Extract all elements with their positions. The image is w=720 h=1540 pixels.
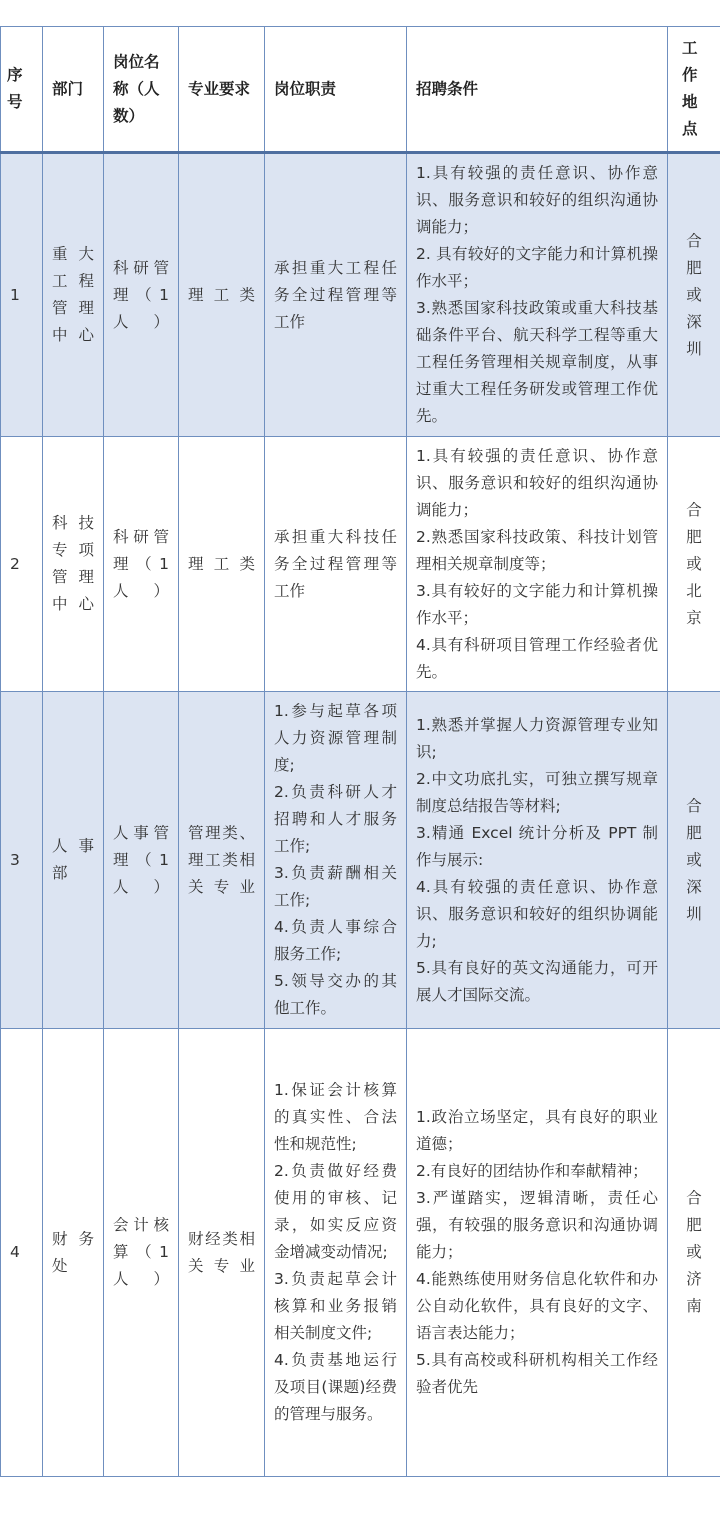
- row-cond-cell: [407, 437, 668, 692]
- header-major: 专业要求: [179, 27, 265, 153]
- row-cond-cell: [407, 692, 668, 1029]
- row-duty-cell: [265, 153, 407, 437]
- row-seq-cell: 2: [1, 437, 43, 692]
- row-post-cell: 人事管理（1人）: [104, 692, 179, 1029]
- row-duty-cell: [265, 437, 407, 692]
- header-seq: 序号: [1, 27, 43, 153]
- row-post-cell: 科研管理（1人）: [104, 437, 179, 692]
- cond-line: 1.具有较强的责任意识、协作意识、服务意识和较好的组织沟通协调能力；: [416, 164, 658, 236]
- duty-line: 2.负责做好经费使用的审核、记录，如实反应资金增减变动情况;: [274, 1162, 397, 1261]
- row-seq-cell: 4: [1, 1029, 43, 1477]
- header-post: 岗位名称（人数）: [104, 27, 179, 153]
- cond-line: 5.具有高校或科研机构相关工作经验者优先: [416, 1351, 658, 1396]
- table-row: [1, 1029, 720, 1477]
- row-loc-cell: 合肥或北京: [668, 437, 720, 692]
- cond-line: 3.具有较好的文字能力和计算机操作水平；: [416, 581, 658, 627]
- row-major-cell: 理工类: [179, 437, 265, 692]
- duty-line: 3.负责薪酬相关工作;: [274, 864, 397, 909]
- row-loc-cell: 合肥或深圳: [668, 692, 720, 1029]
- recruitment-table: [0, 26, 720, 1477]
- duty-line: 5.领导交办的其他工作。: [274, 972, 397, 1017]
- row-duty-cell: [265, 1029, 407, 1477]
- table-header-row: [1, 27, 720, 153]
- header-dept: 部门: [43, 27, 104, 153]
- table-row: [1, 153, 720, 437]
- row-major-cell: 理工类: [179, 153, 265, 437]
- cond-line: 4.能熟练使用财务信息化软件和办公自动化软件，具有良好的文字、语言表达能力；: [416, 1270, 658, 1342]
- row-major-cell: 管理类、理工类相关专业: [179, 692, 265, 1029]
- row-dept-cell: 人事部: [43, 692, 104, 1029]
- row-cond-cell: [407, 1029, 668, 1477]
- cond-line: 2. 具有较好的文字能力和计算机操作水平；: [416, 245, 658, 290]
- cond-line: 5.具有良好的英文沟通能力，可开展人才国际交流。: [416, 958, 658, 1004]
- cond-line: 2.中文功底扎实，可独立撰写规章制度总结报告等材料;: [416, 769, 658, 815]
- row-post-cell: 科研管理（1人）: [104, 153, 179, 437]
- header-duty: 岗位职责: [265, 27, 407, 153]
- cond-line: 3.严谨踏实，逻辑清晰，责任心强，有较强的服务意识和沟通协调能力；: [416, 1189, 658, 1261]
- row-loc-cell: 合肥或济南: [668, 1029, 720, 1477]
- recruitment-table-wrapper: [0, 26, 720, 1477]
- cond-line: 4.具有科研项目管理工作经验者优先。: [416, 635, 658, 681]
- row-seq-cell: 3: [1, 692, 43, 1029]
- duty-line: 承担重大工程任务全过程管理等工作: [274, 258, 397, 331]
- duty-line: 3.负责起草会计核算和业务报销相关制度文件;: [274, 1270, 397, 1342]
- cond-line: 1.政治立场坚定，具有良好的职业道德；: [416, 1108, 658, 1153]
- duty-line: 4.负责基地运行及项目(课题)经费的管理与服务。: [274, 1351, 397, 1423]
- duty-line: 承担重大科技任务全过程管理等工作: [274, 527, 397, 600]
- row-dept-cell: 科技专项管理中心: [43, 437, 104, 692]
- duty-line: 1.参与起草各项人力资源管理制度;: [274, 702, 397, 774]
- row-seq-cell: 1: [1, 153, 43, 437]
- row-dept-cell: 重大工程管理中心: [43, 153, 104, 437]
- header-loc: 工作地点: [668, 27, 720, 153]
- row-cond-cell: [407, 153, 668, 437]
- cond-line: 3.熟悉国家科技政策或重大科技基础条件平台、航天科学工程等重大工程任务管理相关规章制度，从事过重大工程任务研发或管理工作优先。: [416, 299, 658, 425]
- cond-line: 4.具有较强的责任意识、协作意识、服务意识和较好的组织协调能力;: [416, 877, 658, 950]
- duty-line: 1.保证会计核算的真实性、合法性和规范性;: [274, 1081, 397, 1153]
- cond-line: 1.熟悉并掌握人力资源管理专业知识;: [416, 715, 658, 761]
- cond-line: 2.熟悉国家科技政策、科技计划管理相关规章制度等；: [416, 527, 658, 573]
- cond-line: 3.精通 Excel 统计分析及 PPT 制作与展示:: [416, 823, 658, 869]
- table-row: [1, 692, 720, 1029]
- cond-line: 2.有良好的团结协作和奉献精神；: [416, 1162, 648, 1180]
- row-loc-cell: 合肥或深圳: [668, 153, 720, 437]
- row-major-cell: 财经类相关专业: [179, 1029, 265, 1477]
- cond-line: 1.具有较强的责任意识、协作意识、服务意识和较好的组织沟通协调能力；: [416, 446, 658, 519]
- table-row: [1, 437, 720, 692]
- header-cond: 招聘条件: [407, 27, 668, 153]
- duty-line: 4.负责人事综合服务工作;: [274, 918, 397, 963]
- duty-line: 2.负责科研人才招聘和人才服务工作;: [274, 783, 397, 855]
- row-duty-cell: [265, 692, 407, 1029]
- row-post-cell: 会计核算（1人）: [104, 1029, 179, 1477]
- row-dept-cell: 财务处: [43, 1029, 104, 1477]
